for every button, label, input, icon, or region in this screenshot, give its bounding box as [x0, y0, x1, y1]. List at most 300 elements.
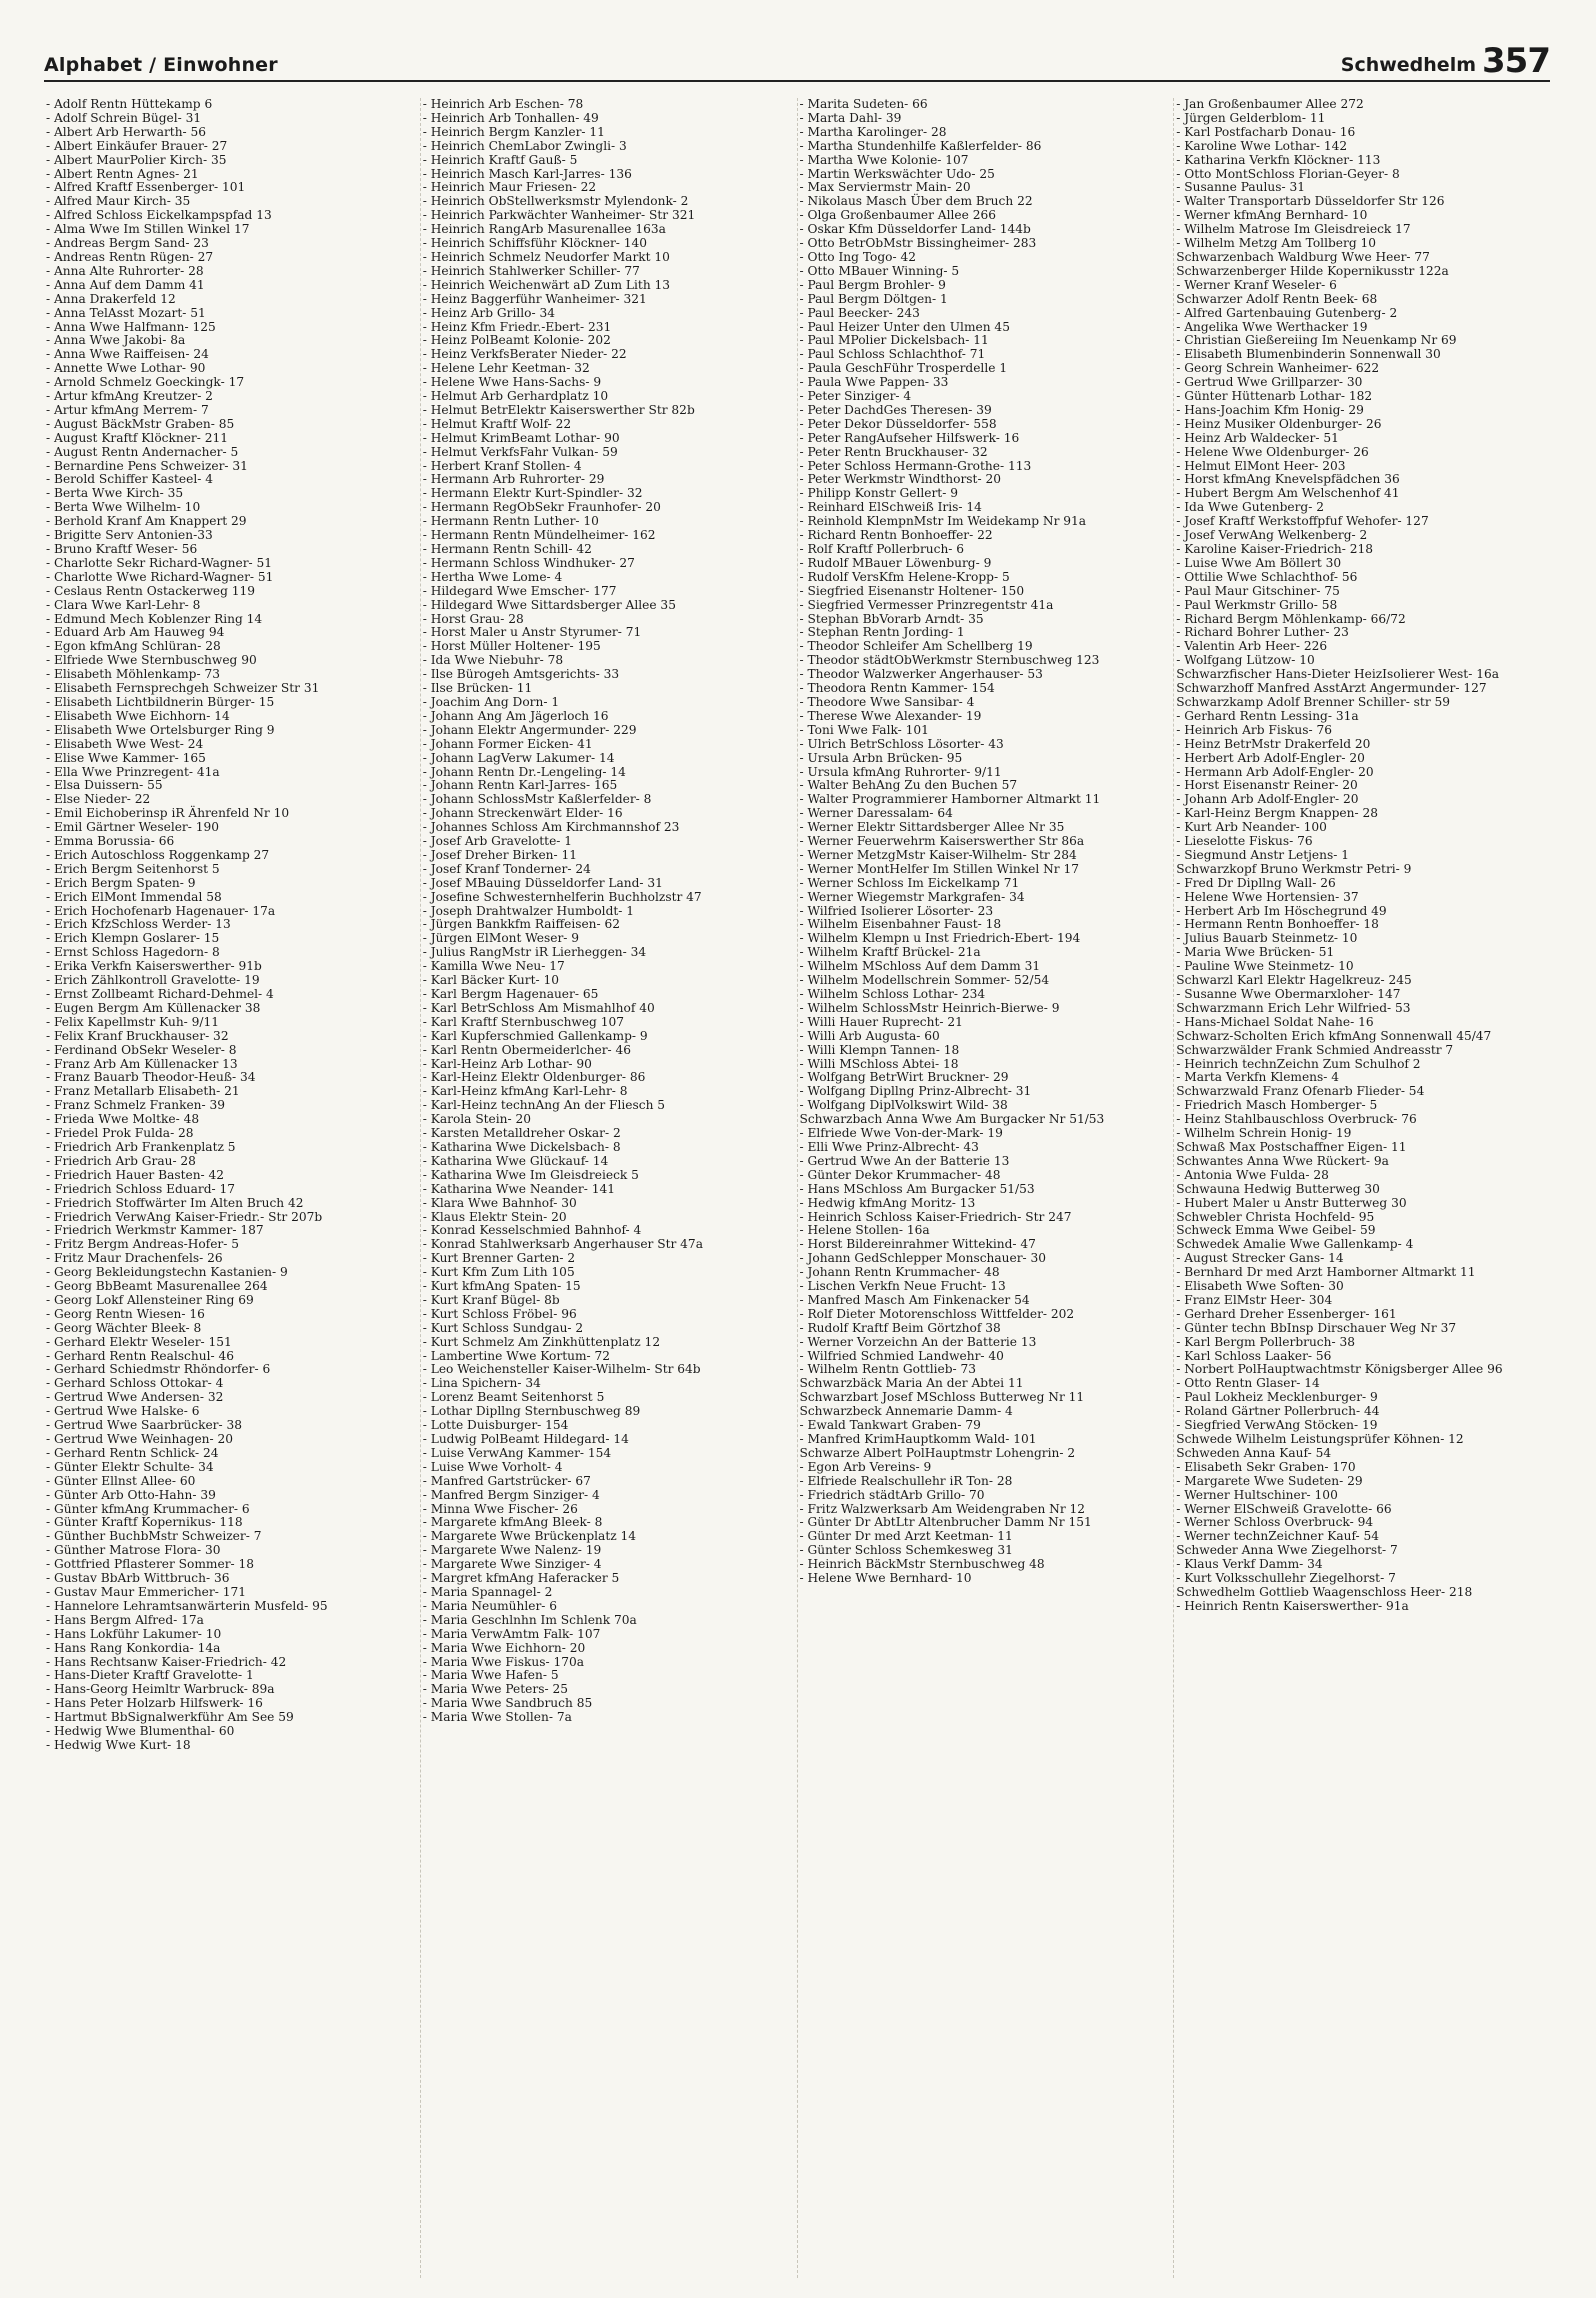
directory-entry: - Heinz BetrMstr Drakerfeld 20	[1176, 736, 1371, 751]
directory-entry: - Günter Schloss Schemkesweg 31	[799, 1543, 1013, 1558]
directory-entry: Schweck Emma Wwe Geibel- 59	[1176, 1223, 1376, 1238]
directory-entry: - Karl-Heinz technAng An der Fliesch 5	[422, 1098, 666, 1113]
directory-entry: - Paul Schloss Schlachthof- 71	[799, 347, 986, 362]
directory-entry: Schwarzenberger Hilde Kopernikusstr 122a	[1176, 263, 1449, 278]
directory-entry: - Maria Wwe Eichhorn- 20	[422, 1640, 586, 1655]
directory-entry: - Hans-Dieter Kraftf Gravelotte- 1	[46, 1668, 254, 1683]
directory-entry: - Willi Hauer Ruprecht- 21	[799, 1014, 963, 1029]
directory-entry: - Hans-Michael Soldat Nahe- 16	[1176, 1014, 1374, 1029]
directory-entry: - Klaus Elektr Stein- 20	[422, 1209, 567, 1224]
directory-entry: - Karl Bergm Hagenauer- 65	[422, 987, 599, 1001]
directory-entry: - Herbert Arb Im Höschegrund 49	[1176, 903, 1387, 918]
directory-entry: - Therese Wwe Alexander- 19	[799, 708, 982, 723]
directory-entry: - Karl-Heinz Arb Lothar- 90	[422, 1056, 592, 1071]
directory-entry: Schwarzkopf Bruno Werkmstr Petri- 9	[1176, 861, 1412, 876]
directory-entry: - Josef VerwAng Welkenberg- 2	[1176, 528, 1368, 543]
directory-entry: - Maria Wwe Brücken- 51	[1176, 945, 1335, 960]
directory-entry: - Antonia Wwe Fulda- 28	[1176, 1167, 1329, 1182]
directory-entry: - Charlotte Sekr Richard-Wagner- 51	[46, 555, 273, 570]
directory-entry: - Erich Klempn Goslarer- 15	[46, 931, 220, 946]
directory-entry: - Karl Bäcker Kurt- 10	[422, 973, 559, 988]
directory-entry: - Josef Kranf Tonderner- 24	[422, 861, 591, 876]
directory-entry: - Peter Werkmstr Windthorst- 20	[799, 472, 1001, 487]
directory-entry: - Gertrud Wwe Andersen- 32	[46, 1390, 224, 1405]
directory-entry: - Franz Bauarb Theodor-Heuß- 34	[46, 1070, 256, 1085]
directory-entry: - Margarete kfmAng Bleek- 8	[422, 1515, 603, 1530]
directory-entry: - Wilhelm Rentn Gottlieb- 73	[799, 1362, 977, 1377]
directory-entry: - August Kraftf Klöckner- 211	[46, 430, 229, 445]
directory-entry: - Heinz Stahlbauschloss Overbruck- 76	[1176, 1112, 1417, 1127]
directory-entry: - Gerhard Schiedmstr Rhöndorfer- 6	[46, 1362, 271, 1377]
directory-entry: - Albert Arb Herwarth- 56	[46, 124, 207, 139]
directory-entry: - Katharina Wwe Dickelsbach- 8	[422, 1139, 621, 1154]
directory-entry: - Egon kfmAng Schlüran- 28	[46, 639, 221, 654]
directory-entry: - Margarete Wwe Sudeten- 29	[1176, 1473, 1363, 1488]
directory-entry: Schwarzwälder Frank Schmied Andreasstr 7	[1176, 1042, 1454, 1057]
directory-entry: - Kurt Kranf Bügel- 8b	[422, 1292, 560, 1307]
directory-entry: - Hubert Bergm Am Welschenhof 41	[1176, 486, 1400, 501]
directory-entry: - August Strecker Gans- 14	[1176, 1251, 1344, 1266]
directory-entry: - Hermann Rentn Schill- 42	[422, 542, 592, 556]
directory-entry: - Paul Bergm Döltgen- 1	[799, 291, 948, 306]
directory-entry: - Lorenz Beamt Seitenhorst 5	[422, 1390, 605, 1405]
directory-entry: - Hermann Rentn Mündelheimer- 162	[422, 528, 656, 543]
directory-entry: - Wilhelm Schloss Lothar- 234	[799, 987, 986, 1001]
directory-entry: - Wilhelm Eisenbahner Faust- 18	[799, 917, 1002, 932]
directory-entry: - Anna Auf dem Damm 41	[46, 277, 205, 292]
directory-entry: - Günter Dr AbtLtr Altenbrucher Damm Nr 151	[799, 1515, 1092, 1530]
directory-entry: - Horst Müller Holtener- 195	[422, 639, 601, 654]
directory-entry: - Paul Beecker- 243	[799, 305, 920, 320]
directory-entry: - Gertrud Wwe Saarbrücker- 38	[46, 1418, 242, 1433]
directory-entry: - Johann Elektr Angermunder- 229	[422, 722, 637, 737]
directory-entry: - Margarete Wwe Nalenz- 19	[422, 1543, 602, 1558]
directory-entry: - Wolfgang Lützow- 10	[1176, 653, 1315, 668]
directory-entry: - Heinrich technZeichn Zum Schulhof 2	[1176, 1056, 1421, 1071]
directory-entry: Schwarzhoff Manfred AsstArzt Angermunder- 127	[1176, 681, 1487, 696]
directory-entry: - Paul Bergm Brohler- 9	[799, 277, 946, 292]
directory-entry: - Günter Arb Otto-Hahn- 39	[46, 1487, 216, 1502]
directory-entry: - Jürgen Gelderblom- 11	[1176, 110, 1326, 125]
directory-entry: - Else Nieder- 22	[46, 792, 151, 807]
directory-entry: - Hans-Georg Heimltr Warbruck- 89a	[46, 1682, 275, 1697]
directory-entry: - Jürgen Bankkfm Raiffeisen- 62	[422, 917, 621, 932]
directory-entry: - Herbert Kranf Stollen- 4	[422, 458, 582, 473]
directory-entry: - Elise Wwe Kammer- 165	[46, 750, 206, 765]
directory-entry: - Eduard Arb Am Hauweg 94	[46, 625, 225, 640]
directory-entry: - Alfred Schloss Eickelkampspfad 13	[46, 208, 272, 223]
directory-entry: - Hermann Elektr Kurt-Spindler- 32	[422, 486, 643, 501]
directory-entry: - Wilhelm Metzg Am Tollberg 10	[1176, 236, 1376, 251]
directory-entry: - Wilhelm Schrein Honig- 19	[1176, 1126, 1352, 1141]
directory-entry: Schwaß Max Postschaffner Eigen- 11	[1176, 1139, 1407, 1154]
directory-entry: - Bernhard Dr med Arzt Hamborner Altmarkt 11	[1176, 1265, 1476, 1280]
directory-entry: - Karl BetrSchloss Am Mismahlhof 40	[422, 1000, 655, 1015]
directory-entry: - Paul MPolier Dickelsbach- 11	[799, 333, 989, 348]
directory-entry: - Johann Former Eicken- 41	[422, 736, 593, 751]
directory-entry: - Luise VerwAng Kammer- 154	[422, 1445, 612, 1460]
directory-entry: - Eugen Bergm Am Küllenacker 38	[46, 1000, 261, 1015]
directory-entry: - Margret kfmAng Haferacker 5	[422, 1571, 620, 1586]
directory-entry: - Bruno Kraftf Weser- 56	[46, 542, 198, 556]
directory-entry: - Nikolaus Masch Über dem Bruch 22	[799, 194, 1033, 209]
directory-entry: - Gerhard Dreher Essenberger- 161	[1176, 1306, 1397, 1321]
directory-entry: - Manfred Masch Am Finkenacker 54	[799, 1292, 1030, 1307]
directory-entry: - Felix Kranf Bruckhauser- 32	[46, 1028, 229, 1043]
directory-entry: - Karl Postfacharb Donau- 16	[1176, 124, 1356, 139]
directory-entry: - Friedrich Arb Grau- 28	[46, 1153, 196, 1168]
directory-entry: - Erich Zählkontroll Gravelotte- 19	[46, 973, 260, 988]
directory-entry: - Johann Ang Am Jägerloch 16	[422, 708, 609, 723]
directory-entry: Schweden Anna Kauf- 54	[1176, 1445, 1332, 1460]
directory-entry: - Theodor Schleifer Am Schellberg 19	[799, 639, 1033, 654]
directory-entry: - Andreas Rentn Rügen- 27	[46, 249, 214, 264]
directory-entry: - Heinrich Bergm Kanzler- 11	[422, 124, 605, 139]
directory-entry: - Lieselotte Fiskus- 76	[1176, 834, 1313, 849]
directory-entry: - Günter Ellnst Allee- 60	[46, 1473, 196, 1488]
directory-entry: - Artur kfmAng Kreutzer- 2	[46, 389, 213, 404]
page-header	[44, 40, 1550, 82]
directory-entry: - Friedel Prok Fulda- 28	[46, 1126, 194, 1141]
directory-entry: - Heinrich Schiffsführ Klöckner- 140	[422, 236, 648, 251]
directory-entry: - Gertrud Wwe Grillparzer- 30	[1176, 375, 1363, 390]
entry-columns	[44, 98, 1550, 2278]
directory-entry: - Hans Rechtsanw Kaiser-Friedrich- 42	[46, 1654, 287, 1669]
directory-entry: - Werner Schloss Im Eickelkamp 71	[799, 875, 1020, 890]
directory-entry: Schwarzer Adolf Rentn Beek- 68	[1176, 291, 1378, 306]
directory-entry: - Susanne Wwe Obermarxloher- 147	[1176, 987, 1401, 1001]
directory-entry: - Karl Rentn Obermeiderlcher- 46	[422, 1042, 632, 1057]
directory-entry: - Maria Wwe Stollen- 7a	[422, 1710, 572, 1725]
directory-entry: - Friedrich Werkmstr Kammer- 187	[46, 1223, 264, 1238]
directory-entry: - Alfred Maur Kirch- 35	[46, 194, 191, 209]
directory-entry: - Hans Rang Konkordia- 14a	[46, 1640, 221, 1655]
directory-entry: - Günther Matrose Flora- 30	[46, 1543, 221, 1558]
directory-entry: - Elisabeth Wwe Ortelsburger Ring 9	[46, 722, 275, 737]
directory-entry: - Anna Wwe Raiffeisen- 24	[46, 347, 209, 362]
directory-entry: - Reinhold KlempnMstr Im Weidekamp Nr 91a	[799, 514, 1087, 529]
directory-entry: - Werner Schloss Overbruck- 94	[1176, 1515, 1374, 1530]
directory-entry: - Heinz PolBeamt Kolonie- 202	[422, 333, 611, 348]
directory-entry: Schwantes Anna Wwe Rückert- 9a	[1176, 1153, 1389, 1168]
directory-entry: - Franz Arb Am Küllenacker 13	[46, 1056, 238, 1071]
directory-entry: - Rolf Dieter Motorenschloss Wittfelder- 202	[799, 1306, 1075, 1321]
directory-entry: - Alfred Kraftf Essenberger- 101	[46, 180, 246, 195]
directory-entry: - Felix Kapellmstr Kuh- 9/11	[46, 1014, 220, 1029]
directory-entry: - Helene Wwe Hans-Sachs- 9	[422, 375, 602, 390]
directory-entry: - Olga Großenbaumer Allee 266	[799, 208, 996, 223]
directory-entry: - Ferdinand ObSekr Weseler- 8	[46, 1042, 237, 1057]
directory-entry: - Heinrich Masch Karl-Jarres- 136	[422, 166, 632, 181]
directory-entry: - Günther BuchbMstr Schweizer- 7	[46, 1529, 262, 1544]
directory-entry: - Wolfgang Dipllng Prinz-Albrecht- 31	[799, 1084, 1032, 1099]
directory-entry: - Heinz Arb Waldecker- 51	[1176, 430, 1339, 445]
place-name: Schwedhelm	[1340, 54, 1477, 76]
directory-entry: - Friedrich städtArb Grillo- 70	[799, 1487, 985, 1502]
directory-entry: Schwede Wilhelm Leistungsprüfer Köhnen- 12	[1176, 1432, 1464, 1446]
directory-entry: - Wilhelm Matrose Im Gleisdreieck 17	[1176, 222, 1411, 237]
directory-entry: - Klara Wwe Bahnhof- 30	[422, 1195, 577, 1210]
directory-entry: - Kurt Volksschullehr Ziegelhorst- 7	[1176, 1571, 1396, 1586]
directory-entry: - Theodor städtObWerkmstr Sternbuschweg 123	[799, 653, 1100, 668]
directory-entry: - Manfred Gartstrücker- 67	[422, 1473, 591, 1488]
directory-entry: - August BäckMstr Graben- 85	[46, 416, 235, 431]
directory-entry: - Josefine Schwesternhelferin Buchholzstr 47	[422, 889, 702, 904]
directory-entry: - Heinz Arb Grillo- 34	[422, 305, 556, 320]
directory-entry: - Charlotte Wwe Richard-Wagner- 51	[46, 569, 274, 584]
directory-entry: - Werner kfmAng Bernhard- 10	[1176, 208, 1368, 223]
directory-entry: - Theodore Wwe Sansibar- 4	[799, 694, 975, 709]
directory-entry: - Helene Wwe Bernhard- 10	[799, 1571, 972, 1586]
directory-entry: - Karola Stein- 20	[422, 1112, 532, 1127]
directory-entry: - Wilhelm Klempn u Inst Friedrich-Ebert- 194	[799, 931, 1081, 946]
directory-entry: - Lischen Verkfn Neue Frucht- 13	[799, 1279, 1006, 1294]
directory-entry: - Anna Wwe Halfmann- 125	[46, 319, 216, 334]
directory-entry: - Max Serviermstr Main- 20	[799, 180, 971, 195]
directory-entry: - Heinrich ObStellwerksmstr Mylendonk- 2	[422, 194, 689, 209]
directory-entry: - Kurt Schmelz Am Zinkhüttenplatz 12	[422, 1334, 661, 1349]
directory-entry: - Josef Dreher Birken- 11	[422, 847, 578, 862]
directory-entry: - Maria Wwe Fiskus- 170a	[422, 1654, 585, 1669]
directory-entry: - Lina Spichern- 34	[422, 1376, 541, 1391]
column-2	[421, 98, 798, 2278]
directory-entry: - Josef Kraftf Werkstoffpfuf Wehofer- 127	[1176, 514, 1429, 529]
directory-entry: Schwarzkamp Adolf Brenner Schiller- str 59	[1176, 694, 1451, 709]
directory-entry: - Luise Wwe Vorholt- 4	[422, 1459, 563, 1474]
directory-entry: - Frieda Wwe Moltke- 48	[46, 1112, 200, 1127]
directory-entry: Schwarzbäck Maria An der Abtei 11	[799, 1376, 1024, 1391]
directory-entry: - Josef MBauing Düsseldorfer Land- 31	[422, 875, 663, 890]
directory-entry: - Albert Rentn Agnes- 21	[46, 166, 199, 181]
directory-entry: - Gerhard Elektr Weseler- 151	[46, 1334, 232, 1349]
directory-entry: - Elsa Duissern- 55	[46, 778, 163, 793]
directory-entry: - Hertha Wwe Lome- 4	[422, 569, 563, 584]
directory-entry: - Friedrich Hauer Basten- 42	[46, 1167, 225, 1182]
directory-entry: - Elisabeth Sekr Graben- 170	[1176, 1459, 1356, 1474]
directory-entry: - Hedwig kfmAng Moritz- 13	[799, 1195, 976, 1210]
directory-entry: - Ewald Tankwart Graben- 79	[799, 1418, 981, 1433]
directory-entry: - Johann Rentn Karl-Jarres- 165	[422, 778, 618, 793]
directory-entry: - Karl-Heinz Elektr Oldenburger- 86	[422, 1070, 646, 1085]
directory-entry: - Erich Hochofenarb Hagenauer- 17a	[46, 903, 276, 918]
directory-entry: - Helene Lehr Keetman- 32	[422, 361, 590, 376]
directory-entry: - Elisabeth Blumenbinderin Sonnenwall 30	[1176, 347, 1441, 362]
directory-entry: - Johann LagVerw Lakumer- 14	[422, 750, 615, 765]
directory-entry: - Gerhard Rentn Lessing- 31a	[1176, 708, 1359, 723]
directory-entry: - Elisabeth Wwe West- 24	[46, 736, 204, 751]
directory-entry: - Gerhard Schloss Ottokar- 4	[46, 1376, 224, 1391]
directory-entry: - Brigitte Serv Antonien-33	[46, 528, 213, 543]
directory-entry: - Marita Sudeten- 66	[799, 98, 928, 111]
directory-entry: - Hedwig Wwe Blumenthal- 60	[46, 1724, 235, 1739]
directory-entry: - Helmut Kraftf Wolf- 22	[422, 416, 572, 431]
directory-entry: - Otto Ing Togo- 42	[799, 249, 916, 264]
directory-entry: - Elisabeth Fernsprechgeh Schweizer Str 31	[46, 681, 320, 696]
directory-entry: - Hartmut BbSignalwerkführ Am See 59	[46, 1710, 294, 1725]
directory-entry: - Gustav Maur Emmericher- 171	[46, 1584, 246, 1599]
directory-entry: - Ludwig PolBeamt Hildegard- 14	[422, 1432, 629, 1446]
directory-entry: - Werner ElSchweiß Gravelotte- 66	[1176, 1501, 1392, 1516]
directory-entry: - Alma Wwe Im Stillen Winkel 17	[46, 222, 250, 237]
directory-entry: - Peter Sinziger- 4	[799, 389, 912, 404]
directory-entry: - Lothar Dipllng Sternbuschweg 89	[422, 1404, 641, 1419]
directory-entry: - Heinrich Arb Fiskus- 76	[1176, 722, 1333, 737]
directory-entry: - Gertrud Wwe An der Batterie 13	[799, 1153, 1010, 1168]
directory-entry: - Karl-Heinz Bergm Knappen- 28	[1176, 806, 1378, 821]
directory-entry: - Berhold Kranf Am Knappert 29	[46, 514, 247, 529]
directory-entry: - Günter techn BbInsp Dirschauer Weg Nr 37	[1176, 1320, 1457, 1335]
directory-entry: - Arnold Schmelz Goeckingk- 17	[46, 375, 245, 390]
directory-entry: Schwarze Albert PolHauptmstr Lohengrin- 2	[799, 1445, 1076, 1460]
directory-entry: - Susanne Paulus- 31	[1176, 180, 1306, 195]
directory-entry: - Werner Wiegemstr Markgrafen- 34	[799, 889, 1025, 904]
directory-entry: - Anna TelAsst Mozart- 51	[46, 305, 206, 320]
directory-entry: - Fritz Bergm Andreas-Hofer- 5	[46, 1237, 239, 1252]
directory-entry: - Anna Wwe Jakobi- 8a	[46, 333, 186, 348]
directory-entry: - Otto MontSchloss Florian-Geyer- 8	[1176, 166, 1400, 181]
directory-entry: - Jan Großenbaumer Allee 272	[1176, 98, 1364, 111]
directory-entry: - Ottilie Wwe Schlachthof- 56	[1176, 569, 1358, 584]
directory-entry: - Franz Metallarb Elisabeth- 21	[46, 1084, 240, 1099]
directory-entry: - Wolfgang BetrWirt Bruckner- 29	[799, 1070, 1009, 1085]
directory-entry: - Hans-Joachim Kfm Honig- 29	[1176, 402, 1364, 417]
directory-entry: - Maria Wwe Sandbruch 85	[422, 1696, 593, 1711]
directory-entry: - Margarete Wwe Brückenplatz 14	[422, 1529, 637, 1544]
directory-entry: - Heinrich BäckMstr Sternbuschweg 48	[799, 1557, 1045, 1572]
directory-entry: - Karl Schloss Laaker- 56	[1176, 1348, 1332, 1363]
directory-entry: - Hedwig Wwe Kurt- 18	[46, 1737, 191, 1752]
directory-entry: - Elisabeth Wwe Eichhorn- 14	[46, 708, 230, 723]
directory-entry: - Georg Lokf Allensteiner Ring 69	[46, 1292, 254, 1307]
directory-entry: - Siegfried Eisenanstr Holtener- 150	[799, 583, 1025, 598]
directory-entry: - Philipp Konstr Gellert- 9	[799, 486, 958, 501]
directory-entry: - Wilhelm SchlossMstr Heinrich-Bierwe- 9	[799, 1000, 1060, 1015]
directory-entry: - Klaus Verkf Damm- 34	[1176, 1557, 1323, 1572]
directory-entry: - Friedrich Masch Homberger- 5	[1176, 1098, 1378, 1113]
directory-entry: - Otto BetrObMstr Bissingheimer- 283	[799, 236, 1037, 251]
directory-entry: - Georg Schrein Wanheimer- 622	[1176, 361, 1380, 376]
directory-entry: - Artur kfmAng Merrem- 7	[46, 402, 209, 417]
directory-entry: - Elfriede Wwe Von-der-Mark- 19	[799, 1126, 1003, 1141]
directory-entry: Schwarzbach Anna Wwe Am Burgacker Nr 51/53	[799, 1112, 1105, 1127]
page-heading-right	[1340, 41, 1550, 81]
directory-entry: Schwarzbart Josef MSchloss Butterweg Nr 11	[799, 1390, 1085, 1405]
directory-entry: - Kurt kfmAng Spaten- 15	[422, 1279, 581, 1294]
directory-entry: - Berta Wwe Kirch- 35	[46, 486, 184, 501]
directory-entry: - Joseph Drahtwalzer Humboldt- 1	[422, 903, 635, 918]
directory-entry: - Maria Geschlnhn Im Schlenk 70a	[422, 1612, 637, 1627]
directory-entry: Schwarzwald Franz Ofenarb Flieder- 54	[1176, 1084, 1425, 1099]
directory-entry: - Heinrich Weichenwärt aD Zum Lith 13	[422, 277, 671, 292]
directory-entry: - Hans Bergm Alfred- 17a	[46, 1612, 204, 1627]
directory-entry: - Albert MaurPolier Kirch- 35	[46, 152, 227, 167]
directory-entry: - Maria VerwAmtm Falk- 107	[422, 1626, 601, 1641]
directory-entry: - Gottfried Pflasterer Sommer- 18	[46, 1557, 255, 1572]
directory-entry: - Paula GeschFühr Trosperdelle 1	[799, 361, 1008, 376]
directory-entry: - Manfred Bergm Sinziger- 4	[422, 1487, 600, 1502]
directory-entry: - Horst Grau- 28	[422, 611, 524, 626]
directory-entry: - Johann Arb Adolf-Engler- 20	[1176, 792, 1359, 807]
directory-entry: - Werner Hultschiner- 100	[1176, 1487, 1338, 1502]
directory-entry: - Peter Dekor Düsseldorfer- 558	[799, 416, 997, 431]
directory-entry: - Heinrich Arb Tonhallen- 49	[422, 110, 599, 125]
directory-entry: - Hermann Rentn Luther- 10	[422, 514, 599, 529]
directory-entry: - Josef Arb Gravelotte- 1	[422, 834, 573, 849]
directory-entry: - Paula Wwe Pappen- 33	[799, 375, 949, 390]
directory-entry: - Minna Wwe Fischer- 26	[422, 1501, 578, 1516]
directory-entry: - Hermann RegObSekr Fraunhofer- 20	[422, 500, 661, 515]
directory-entry: - Emil Eichoberinsp iR Ährenfeld Nr 10	[46, 806, 290, 821]
directory-entry: - Gertrud Wwe Halske- 6	[46, 1404, 200, 1419]
directory-entry: - Johann Rentn Krummacher- 48	[799, 1265, 1000, 1280]
directory-entry: - Wilfried Schmied Landwehr- 40	[799, 1348, 1004, 1363]
directory-entry: - Egon Arb Vereins- 9	[799, 1459, 932, 1474]
directory-entry: - Walter Programmierer Hamborner Altmarkt 11	[799, 792, 1101, 807]
directory-entry: - Martha Stundenhilfe Kaßlerfelder- 86	[799, 138, 1042, 153]
directory-entry: - Wilhelm Modellschrein Sommer- 52/54	[799, 973, 1050, 988]
directory-entry: - Helmut ElMont Heer- 203	[1176, 458, 1346, 473]
directory-entry: - Walter BehAng Zu den Buchen 57	[799, 778, 1018, 793]
directory-entry: - Marta Dahl- 39	[799, 110, 902, 125]
directory-entry: - Bernardine Pens Schweizer- 31	[46, 458, 248, 473]
directory-entry: - Georg Rentn Wiesen- 16	[46, 1306, 205, 1321]
directory-entry: - Helene Wwe Hortensien- 37	[1176, 889, 1359, 904]
directory-entry: - Hermann Arb Ruhrorter- 29	[422, 472, 605, 487]
directory-entry: - Gustav BbArb Wittbruch- 36	[46, 1571, 230, 1586]
directory-entry: - Konrad Stahlwerksarb Angerhauser Str 47a	[422, 1237, 703, 1252]
directory-entry: - Hildegard Wwe Sittardsberger Allee 35	[422, 597, 676, 612]
directory-entry: - Werner Kranf Weseler- 6	[1176, 277, 1337, 292]
directory-entry: - Andreas Bergm Sand- 23	[46, 236, 209, 251]
directory-entry: - Richard Bohrer Luther- 23	[1176, 625, 1349, 640]
page-number: 357	[1482, 41, 1550, 81]
directory-entry: - Ulrich BetrSchloss Lösorter- 43	[799, 736, 1004, 751]
directory-entry: - Günter Kraftf Kopernikus- 118	[46, 1515, 243, 1530]
directory-entry: - Manfred KrimHauptkomm Wald- 101	[799, 1432, 1037, 1446]
directory-entry: - Stephan BbVorarb Arndt- 35	[799, 611, 984, 626]
directory-entry: - Günter Hüttenarb Lothar- 182	[1176, 389, 1373, 404]
directory-entry: - Wolfgang DiplVolkswirt Wild- 38	[799, 1098, 1008, 1113]
directory-entry: - Willi Klempn Tannen- 18	[799, 1042, 960, 1057]
directory-entry: - Maria Neumühler- 6	[422, 1598, 558, 1613]
directory-entry: - Annette Wwe Lothar- 90	[46, 361, 206, 376]
directory-entry: - Gerhard Rentn Schlick- 24	[46, 1445, 219, 1460]
directory-entry: - Ida Wwe Gutenberg- 2	[1176, 500, 1324, 515]
directory-entry: - Erich Autoschloss Roggenkamp 27	[46, 847, 270, 862]
directory-entry: - Gerhard Rentn Realschul- 46	[46, 1348, 234, 1363]
directory-entry: - Karoline Kaiser-Friedrich- 218	[1176, 542, 1374, 556]
directory-entry: - Elisabeth Wwe Soften- 30	[1176, 1279, 1344, 1294]
directory-entry: - Theodora Rentn Kammer- 154	[799, 681, 995, 696]
directory-entry: - Ilse Bürogeh Amtsgerichts- 33	[422, 667, 620, 682]
directory-entry: - Horst Maler u Anstr Styrumer- 71	[422, 625, 642, 640]
directory-entry: - Werner MetzgMstr Kaiser-Wilhelm- Str 284	[799, 847, 1077, 862]
directory-entry: - Stephan Rentn Jording- 1	[799, 625, 965, 640]
directory-entry: - Konrad Kesselschmied Bahnhof- 4	[422, 1223, 642, 1238]
directory-entry: - Werner MontHelfer Im Stillen Winkel Nr 17	[799, 861, 1079, 876]
directory-entry: Schwarzl Karl Elektr Hagelkreuz- 245	[1176, 973, 1412, 988]
directory-entry: - Fritz Maur Drachenfels- 26	[46, 1251, 223, 1266]
directory-entry: - Hans Lokführ Lakumer- 10	[46, 1626, 222, 1641]
directory-entry: - Helene Wwe Oldenburger- 26	[1176, 444, 1369, 459]
directory-entry: - Elisabeth Möhlenkamp- 73	[46, 667, 220, 682]
directory-entry: - Fritz Walzwerksarb Am Weidengraben Nr 12	[799, 1501, 1086, 1516]
directory-entry: - Helmut BetrElektr Kaiserswerther Str 82b	[422, 402, 695, 417]
directory-entry: - Maria Spannagel- 2	[422, 1584, 553, 1599]
directory-entry: - Heinz VerkfsBerater Nieder- 22	[422, 347, 627, 362]
directory-entry: - Karl Kraftf Sternbuschweg 107	[422, 1014, 624, 1029]
directory-entry: - Reinhard ElSchweiß Iris- 14	[799, 500, 982, 515]
